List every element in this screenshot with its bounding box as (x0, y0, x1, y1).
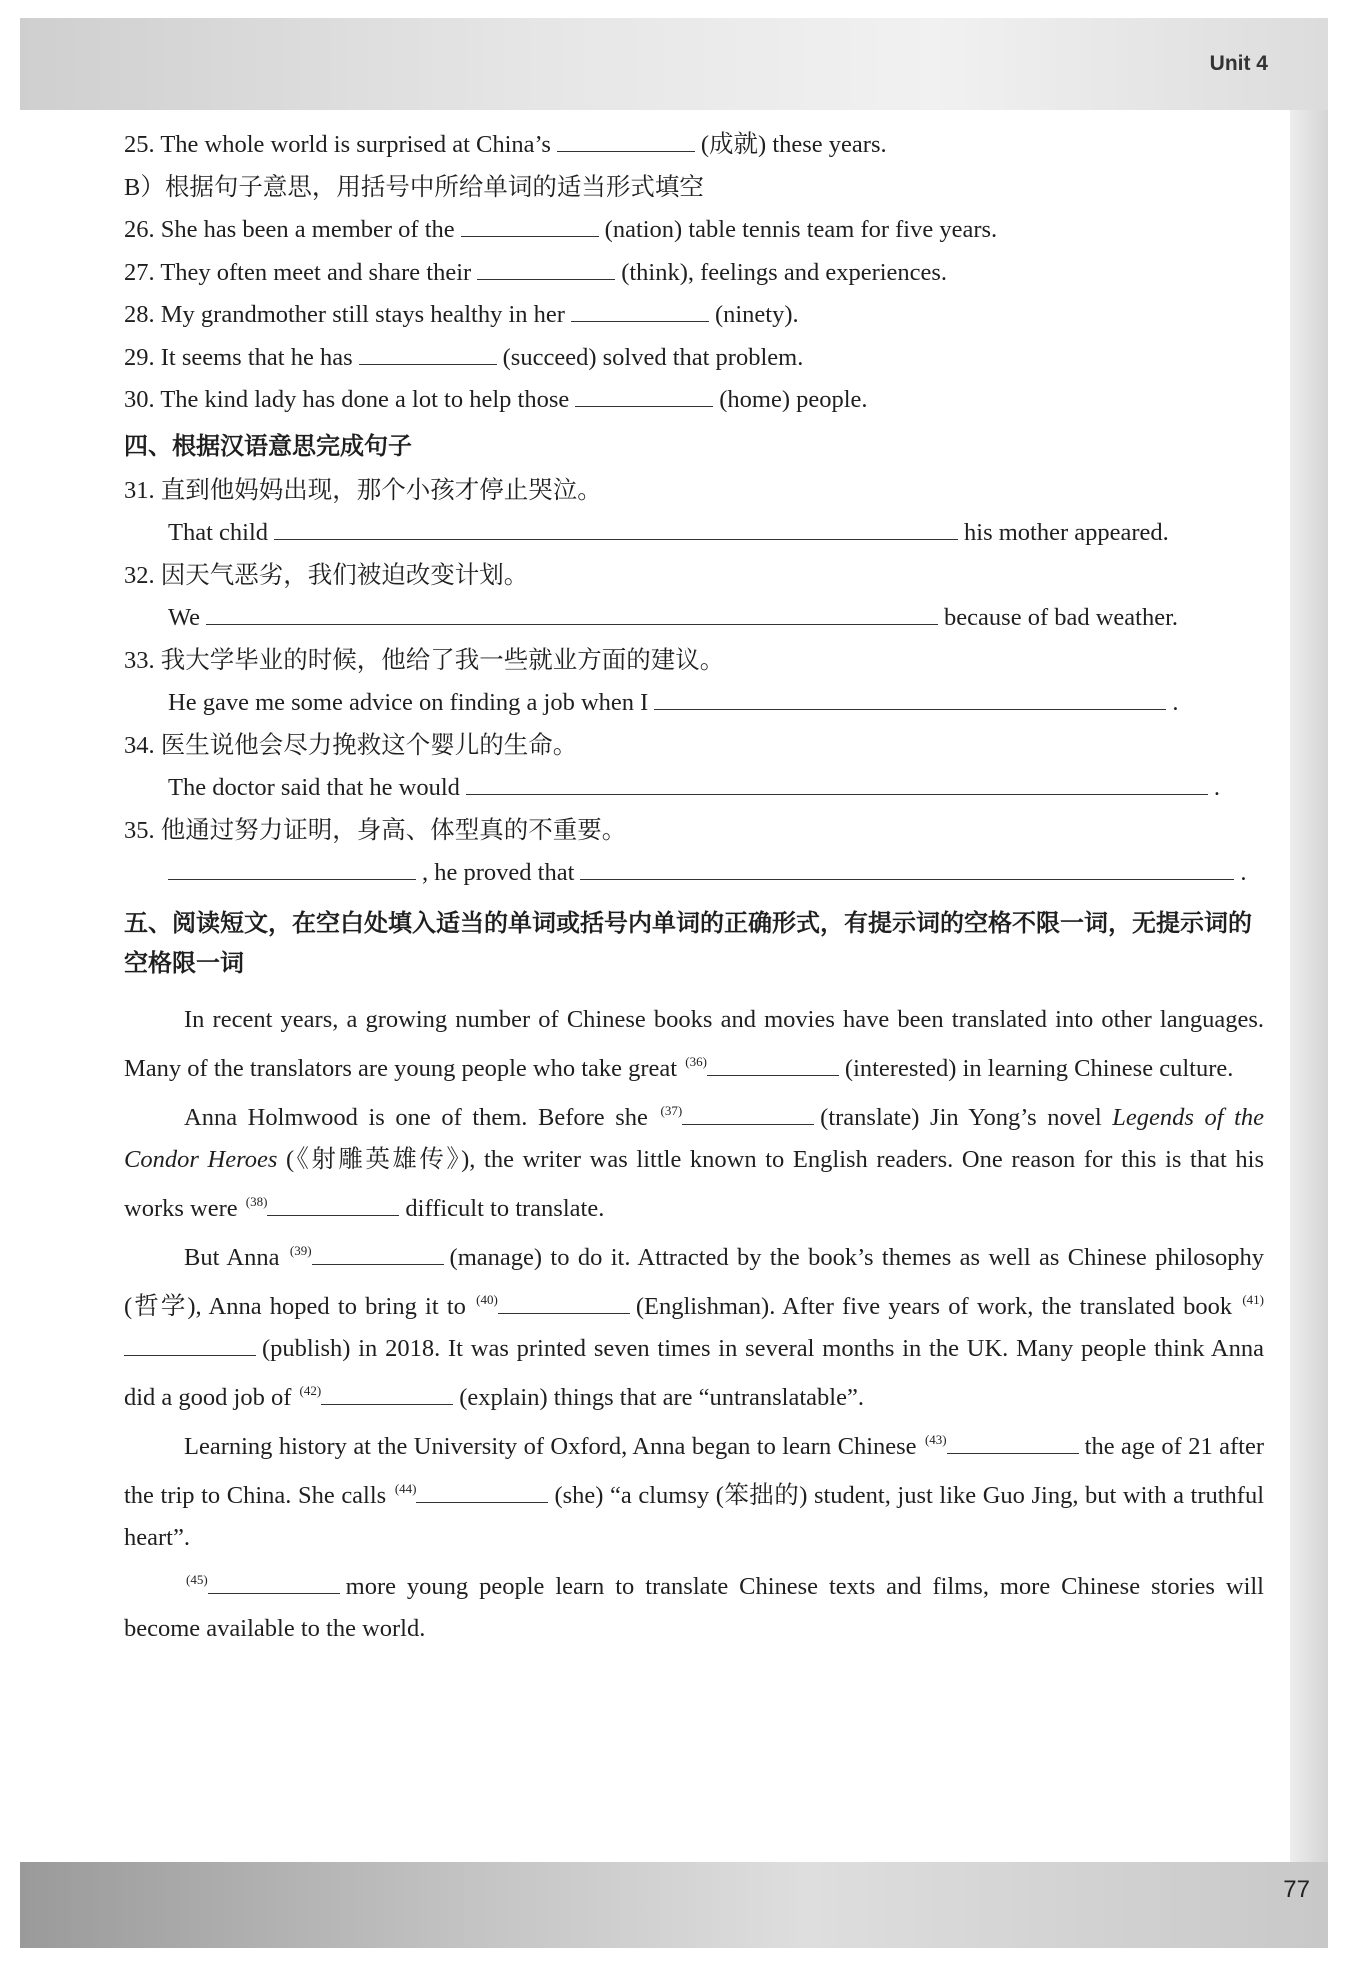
answer-blank-40[interactable] (498, 1291, 630, 1314)
answer-blank[interactable] (461, 214, 599, 237)
question-32-prompt (124, 555, 1264, 598)
answer-blank-36[interactable] (707, 1053, 839, 1076)
answer-blank[interactable] (654, 687, 1166, 710)
passage-paragraph-2: Anna Holmwood is one of them. Before she $^{(37)}$ (translate) Jin Yong’s novel Legends of the Condor Heroes (《射雕英雄传》), the writer was little known to English readers. One reason for this is that his works were $^{(38)}$ difficult to translate. (124, 1102, 1265, 1222)
answer-blank-38[interactable] (267, 1193, 399, 1216)
question-number: 31. (124, 476, 155, 504)
question-25 (124, 124, 1264, 167)
section-5-title: 五、阅读短文，在空白处填入适当的单词或括号内单词的正确形式，有提示词的空格不限一词，无提示词的空格限一词 (124, 908, 1252, 977)
sentence-end: . (1172, 689, 1179, 716)
question-text: It seems that he has (160, 343, 353, 371)
page-edge-shade (1290, 110, 1328, 1862)
section-4-title: 四、根据汉语意思完成句子 (124, 431, 412, 460)
passage-paragraph-5: $^{(45)}$ more young people learn to translate Chinese texts and films, more Chinese stories will become available to the world. (124, 1571, 1264, 1642)
page-number: 77 (1283, 1876, 1310, 1903)
chinese-prompt: 医生说他会尽力挽救这个婴儿的生命。 (160, 731, 578, 759)
question-number: 35. (124, 816, 155, 844)
question-35-prompt (124, 810, 1264, 853)
question-33-answer (124, 682, 1264, 725)
question-27 (124, 252, 1264, 295)
blank-number-41: (41) (1242, 1291, 1265, 1307)
question-34-prompt (124, 725, 1264, 768)
question-text: (nation) table tennis team for five years. (604, 216, 998, 243)
sentence-end: . (1213, 774, 1221, 801)
answer-blank[interactable] (206, 602, 938, 625)
sentence-start: He gave me some advice on finding a job when I (168, 689, 649, 716)
blank-number-40: (40) (476, 1291, 498, 1307)
passage-paragraph-3: But Anna $^{(39)}$ (manage) to do it. Attracted by the book’s themes as well as Chinese philosophy (哲学), Anna hoped to bring it to $^{(40)}$ (Englishman). After five years of work, the translated book $^{(41)}$(publish) in 2018. It was printed seven times in several months in the UK. Many people think Anna did a good job of $^{(42)}$ (explain) things that are “untranslatable”. (124, 1242, 1265, 1411)
question-31-prompt (124, 470, 1264, 513)
reading-passage (124, 999, 1264, 1650)
blank-number-39: (39) (289, 1242, 312, 1258)
answer-blank-37[interactable] (682, 1102, 814, 1125)
blank-number-42: (42) (299, 1382, 322, 1398)
question-text: My grandmother still stays healthy in her (160, 301, 565, 328)
answer-blank[interactable] (571, 299, 709, 322)
chinese-prompt: 我大学毕业的时候，他给了我一些就业方面的建议。 (160, 646, 725, 674)
blank-number-37: (37) (660, 1102, 683, 1118)
question-number: 25. (124, 131, 155, 158)
answer-blank-42[interactable] (321, 1382, 453, 1405)
header-band (20, 18, 1328, 110)
answer-blank-43[interactable] (947, 1431, 1079, 1454)
question-number: 27. (124, 258, 155, 286)
question-text: (think), feelings and experiences. (621, 258, 948, 286)
question-text: The kind lady has done a lot to help those (160, 386, 570, 413)
question-35-answer (124, 852, 1264, 895)
question-text: The whole world is surprised at China’s (160, 131, 551, 158)
question-29 (124, 337, 1264, 380)
chinese-prompt: 因天气恶劣，我们被迫改变计划。 (160, 561, 529, 589)
footer-band (20, 1862, 1328, 1948)
sentence-end: because of bad weather. (944, 604, 1179, 631)
question-text: (成就) these years. (700, 131, 887, 158)
question-34-answer (124, 767, 1264, 810)
answer-blank[interactable] (359, 342, 497, 365)
answer-blank-44[interactable] (416, 1480, 548, 1503)
question-text: (ninety). (714, 301, 799, 328)
question-26 (124, 209, 1264, 252)
question-28 (124, 294, 1264, 337)
answer-blank[interactable] (477, 257, 615, 280)
section-b-instruction: B）根据句子意思，用括号中所给单词的适当形式填空 (124, 173, 704, 201)
novel-title: Legends of the Condor Heroes (124, 1103, 1265, 1173)
blank-number-36: (36) (685, 1053, 707, 1069)
question-number: 28. (124, 301, 155, 328)
blank-number-45: (45) (186, 1571, 208, 1587)
blank-number-44: (44) (394, 1480, 417, 1496)
answer-blank[interactable] (580, 857, 1234, 880)
answer-blank[interactable] (575, 384, 713, 407)
sentence-middle: , he proved that (422, 859, 575, 886)
sentence-start: The doctor said that he would (168, 774, 460, 801)
answer-blank[interactable] (466, 772, 1208, 795)
question-text: She has been a member of the (160, 216, 455, 243)
passage-paragraph-4: Learning history at the University of Oxford, Anna began to learn Chinese $^{(43)}$ the age of 21 after the trip to China. She calls $^{(44)}$ (she) “a clumsy (笨拙的) student, just like Guo Jing, but with a truthful heart”. (124, 1431, 1265, 1551)
question-33-prompt (124, 640, 1264, 683)
question-number: 34. (124, 731, 155, 759)
question-32-answer (124, 597, 1264, 640)
sentence-end: his mother appeared. (964, 519, 1169, 546)
passage-paragraph-1: In recent years, a growing number of Chinese books and movies have been translated into other languages. Many of the translators are young people who take great $^{(36)}$ (interested) in learning Chinese culture. (124, 1005, 1264, 1082)
question-text: (home) people. (719, 386, 868, 413)
blank-number-38: (38) (245, 1193, 268, 1209)
question-text: (succeed) solved that problem. (502, 343, 804, 371)
sentence-start: We (168, 604, 201, 631)
question-text: They often meet and share their (160, 258, 472, 286)
answer-blank[interactable] (274, 517, 958, 540)
question-number: 26. (124, 216, 155, 243)
question-number: 33. (124, 646, 155, 674)
answer-blank-45[interactable] (208, 1571, 340, 1594)
worksheet-content (124, 124, 1264, 1650)
answer-blank-41[interactable] (124, 1333, 256, 1356)
question-30 (124, 379, 1264, 422)
question-31-answer (124, 512, 1264, 555)
question-number: 29. (124, 343, 155, 371)
unit-label: Unit 4 (1209, 52, 1268, 75)
answer-blank[interactable] (168, 857, 416, 880)
answer-blank-39[interactable] (312, 1242, 444, 1265)
sentence-end: . (1240, 859, 1247, 886)
sentence-start: That child (168, 519, 269, 546)
question-number: 32. (124, 561, 155, 589)
blank-number-43: (43) (924, 1431, 947, 1447)
answer-blank[interactable] (557, 129, 695, 152)
chinese-prompt: 他通过努力证明，身高、体型真的不重要。 (160, 816, 627, 844)
chinese-prompt: 直到他妈妈出现，那个小孩才停止哭泣。 (160, 476, 602, 504)
question-number: 30. (124, 386, 155, 413)
